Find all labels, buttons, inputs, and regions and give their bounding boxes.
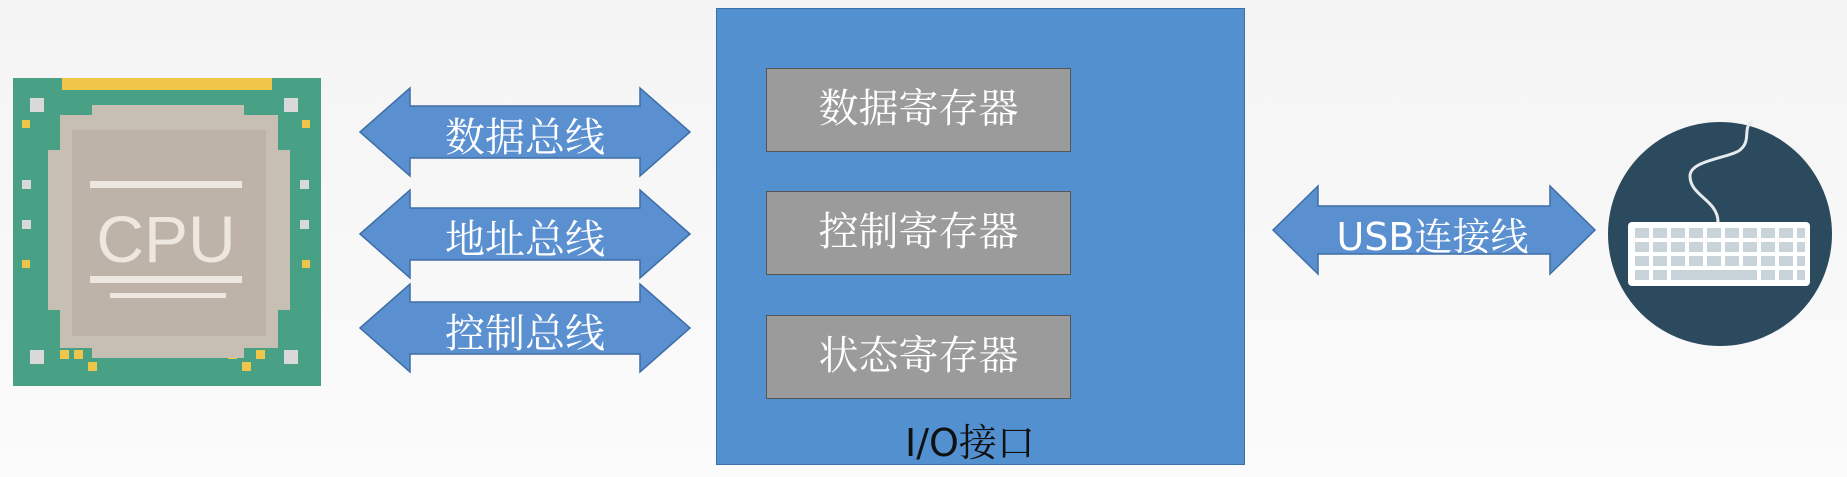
data-register[interactable]: 数据寄存器	[766, 68, 1071, 152]
io-interface-title: I/O接口	[905, 421, 1035, 465]
control-bus-label: 控制总线	[445, 311, 605, 357]
cpu-chip-text: CPU	[96, 202, 236, 276]
data-bus-label: 数据总线	[445, 115, 605, 161]
control-register[interactable]: 控制寄存器	[766, 191, 1071, 275]
usb-cable-label: USB连接线	[1336, 215, 1529, 259]
status-register[interactable]: 状态寄存器	[766, 315, 1071, 399]
address-bus-label: 地址总线	[445, 217, 605, 263]
